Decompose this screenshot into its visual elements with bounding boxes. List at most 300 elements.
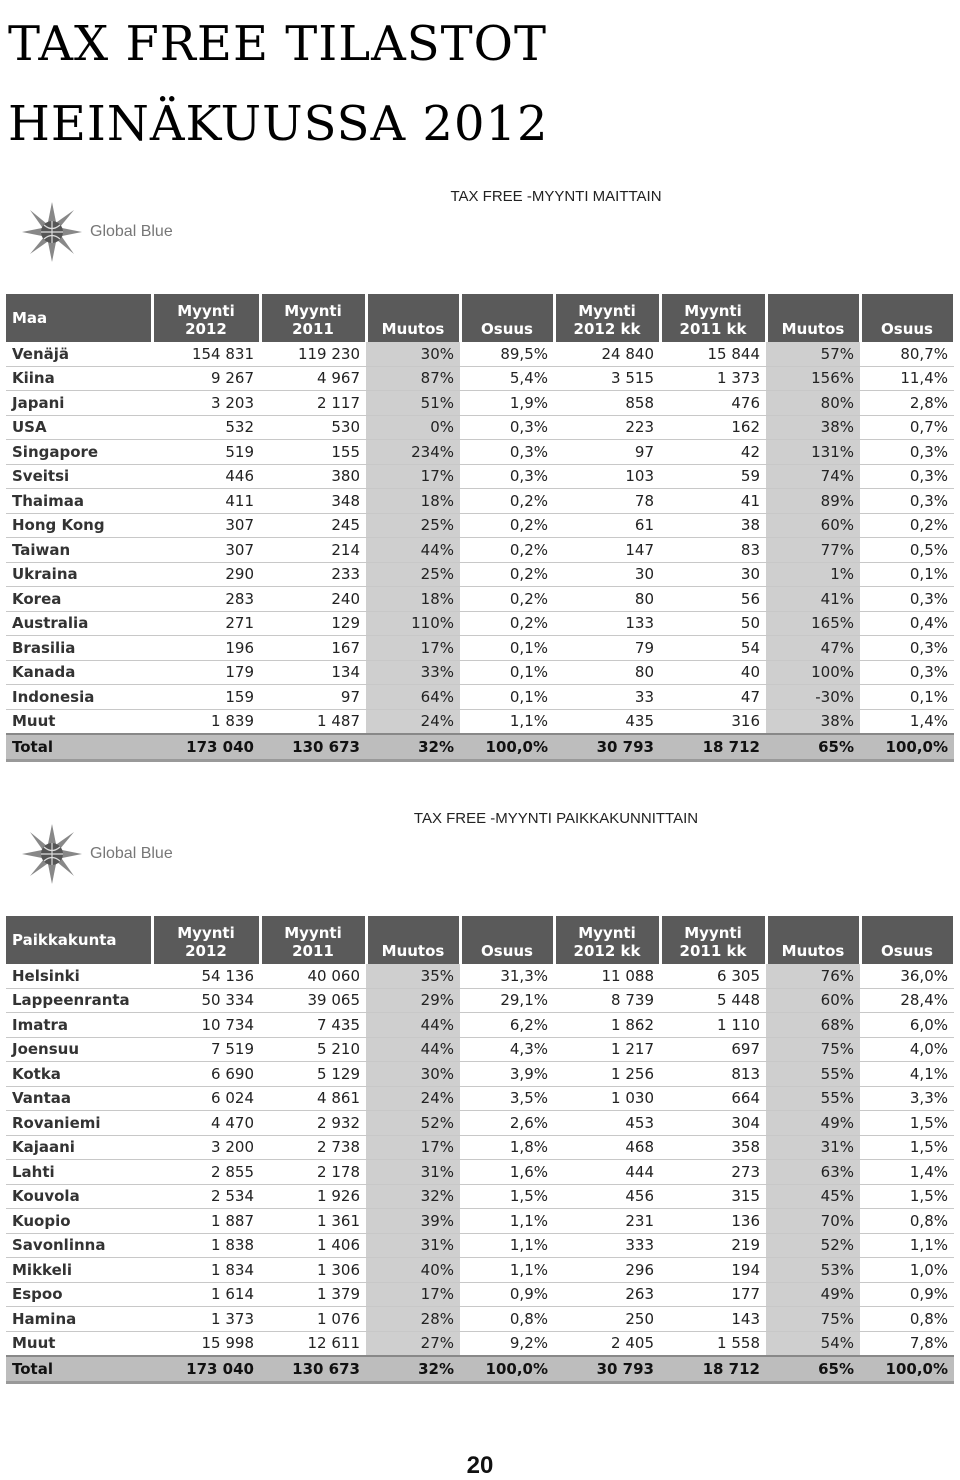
table-cell: 2 178 (260, 1160, 366, 1185)
table-cell: 17% (366, 1135, 460, 1160)
table-cell: 30 793 (554, 1356, 660, 1382)
table-cell: 271 (152, 611, 260, 636)
table-cell: 4,3% (460, 1037, 554, 1062)
row-label: Muut (6, 709, 152, 734)
table-row (6, 1282, 954, 1307)
table-cell: 304 (660, 1111, 766, 1136)
table-cell: 44% (366, 1013, 460, 1038)
table-cell: 1 373 (152, 1307, 260, 1332)
table-cell: 80% (766, 391, 860, 416)
column-header: Muutos (766, 294, 860, 342)
table-cell: 18 712 (660, 1356, 766, 1382)
table-cell: 119 230 (260, 342, 366, 366)
column-header: Maa (6, 294, 152, 342)
table-cell: 59 (660, 464, 766, 489)
table-cell: 0% (366, 415, 460, 440)
table-cell: 110% (366, 611, 460, 636)
table-cell: 31% (366, 1233, 460, 1258)
logo-text: Global Blue (90, 845, 173, 862)
table-cell: 40 060 (260, 964, 366, 988)
table-cell: 79 (554, 636, 660, 661)
column-header: Osuus (460, 916, 554, 964)
column-header: Myynti 2012 (152, 294, 260, 342)
table-cell: 2 405 (554, 1331, 660, 1356)
row-label: USA (6, 415, 152, 440)
row-label: Kotka (6, 1062, 152, 1087)
table-row (6, 1111, 954, 1136)
table-cell: 6 024 (152, 1086, 260, 1111)
table-row (6, 415, 954, 440)
row-label: Taiwan (6, 538, 152, 563)
table-cell: 18% (366, 587, 460, 612)
globe-logo-icon (20, 200, 84, 264)
table-cell: 1% (766, 562, 860, 587)
table-cell: 530 (260, 415, 366, 440)
table-cell: 30 (660, 562, 766, 587)
table-cell: 1 834 (152, 1258, 260, 1283)
table-cell: 3,5% (460, 1086, 554, 1111)
row-label: Sveitsi (6, 464, 152, 489)
row-label: Rovaniemi (6, 1111, 152, 1136)
country-sales-table (6, 294, 956, 762)
table-cell: 4 861 (260, 1086, 366, 1111)
table-cell: 2 932 (260, 1111, 366, 1136)
table-cell: 28% (366, 1307, 460, 1332)
table-cell: 0,9% (860, 1282, 954, 1307)
table-row (6, 1258, 954, 1283)
table-cell: 130 673 (260, 1356, 366, 1382)
table-cell: 4 470 (152, 1111, 260, 1136)
table-cell: 89,5% (460, 342, 554, 366)
column-header: Myynti 2012 (152, 916, 260, 964)
table-cell: 446 (152, 464, 260, 489)
table-cell: -30% (766, 685, 860, 710)
table-cell: 7 519 (152, 1037, 260, 1062)
table-cell: 50 (660, 611, 766, 636)
table-cell: 47% (766, 636, 860, 661)
table-cell: 0,3% (860, 636, 954, 661)
row-label: Australia (6, 611, 152, 636)
table-cell: 1,1% (460, 1209, 554, 1234)
table-cell: 154 831 (152, 342, 260, 366)
table-cell: 858 (554, 391, 660, 416)
table-cell: 214 (260, 538, 366, 563)
row-label: Japani (6, 391, 152, 416)
table-cell: 196 (152, 636, 260, 661)
table-cell: 68% (766, 1013, 860, 1038)
column-header: Osuus (460, 294, 554, 342)
column-header: Myynti 2011 kk (660, 294, 766, 342)
globe-logo-icon (20, 822, 84, 886)
row-label: Singapore (6, 440, 152, 465)
table-cell: 5,4% (460, 366, 554, 391)
table-cell: 60% (766, 513, 860, 538)
table-cell: 3,9% (460, 1062, 554, 1087)
table-cell: 1,5% (460, 1184, 554, 1209)
city-sales-table (6, 916, 956, 1384)
table-cell: 17% (366, 1282, 460, 1307)
table-cell: 55% (766, 1062, 860, 1087)
table-row (6, 538, 954, 563)
table-cell: 17% (366, 636, 460, 661)
table-cell: 35% (366, 964, 460, 988)
table-cell: 131% (766, 440, 860, 465)
table-cell: 1,1% (460, 709, 554, 734)
table-row (6, 1209, 954, 1234)
table-cell: 2 738 (260, 1135, 366, 1160)
table-cell: 52% (766, 1233, 860, 1258)
table-cell: 89% (766, 489, 860, 514)
table-cell: 9,2% (460, 1331, 554, 1356)
table-cell: 41% (766, 587, 860, 612)
table-cell: 47 (660, 685, 766, 710)
table-cell: 147 (554, 538, 660, 563)
table-cell: 240 (260, 587, 366, 612)
row-label: Kanada (6, 660, 152, 685)
table-cell: 129 (260, 611, 366, 636)
row-label: Hong Kong (6, 513, 152, 538)
table-cell: 97 (260, 685, 366, 710)
table-cell: 52% (366, 1111, 460, 1136)
table-cell: 1 256 (554, 1062, 660, 1087)
table-cell: 155 (260, 440, 366, 465)
row-label: Joensuu (6, 1037, 152, 1062)
row-label: Ukraina (6, 562, 152, 587)
column-header: Muutos (766, 916, 860, 964)
table-cell: 40 (660, 660, 766, 685)
table-cell: 1,8% (460, 1135, 554, 1160)
table-cell: 2 117 (260, 391, 366, 416)
table-cell: 100% (766, 660, 860, 685)
table-cell: 136 (660, 1209, 766, 1234)
table-cell: 38% (766, 415, 860, 440)
row-label: Kiina (6, 366, 152, 391)
table-row (6, 1086, 954, 1111)
table-row (6, 611, 954, 636)
table-cell: 32% (366, 734, 460, 760)
row-label: Thaimaa (6, 489, 152, 514)
table-cell: 411 (152, 489, 260, 514)
table-cell: 10 734 (152, 1013, 260, 1038)
table-cell: 50 334 (152, 988, 260, 1013)
table-cell: 444 (554, 1160, 660, 1185)
global-blue-logo (20, 822, 200, 886)
row-label: Venäjä (6, 342, 152, 366)
table-cell: 64% (366, 685, 460, 710)
table-cell: 30 793 (554, 734, 660, 760)
table-cell: 134 (260, 660, 366, 685)
row-label: Hamina (6, 1307, 152, 1332)
table-cell: 42 (660, 440, 766, 465)
table-cell: 4,0% (860, 1037, 954, 1062)
table-cell: 307 (152, 513, 260, 538)
table-cell: 3 203 (152, 391, 260, 416)
table-cell: 263 (554, 1282, 660, 1307)
row-label: Muut (6, 1331, 152, 1356)
table-cell: 0,2% (460, 611, 554, 636)
table-row (6, 366, 954, 391)
row-label: Imatra (6, 1013, 152, 1038)
table-cell: 435 (554, 709, 660, 734)
table-row (6, 489, 954, 514)
table-cell: 0,3% (860, 464, 954, 489)
table-row (6, 513, 954, 538)
table-cell: 103 (554, 464, 660, 489)
table-cell: 0,1% (460, 636, 554, 661)
table-cell: 0,2% (460, 562, 554, 587)
table-cell: 7 435 (260, 1013, 366, 1038)
table-cell: 55% (766, 1086, 860, 1111)
table-cell: 63% (766, 1160, 860, 1185)
table-row (6, 709, 954, 734)
table-cell: 219 (660, 1233, 766, 1258)
table-cell: 100,0% (460, 734, 554, 760)
table-cell: 532 (152, 415, 260, 440)
table-cell: 33% (366, 660, 460, 685)
table-row (6, 964, 954, 988)
table-cell: 1 926 (260, 1184, 366, 1209)
table-cell: 80,7% (860, 342, 954, 366)
table-cell: 0,2% (460, 538, 554, 563)
table-cell: 27% (366, 1331, 460, 1356)
table-cell: 165% (766, 611, 860, 636)
column-header: Myynti 2011 (260, 916, 366, 964)
table-cell: 0,3% (860, 489, 954, 514)
table-cell: 15 998 (152, 1331, 260, 1356)
table-cell: 245 (260, 513, 366, 538)
table-cell: 519 (152, 440, 260, 465)
table-row (6, 988, 954, 1013)
table-cell: 1 862 (554, 1013, 660, 1038)
table-cell: 29% (366, 988, 460, 1013)
column-header: Myynti 2011 (260, 294, 366, 342)
total-row (6, 734, 954, 760)
table-cell: 1,0% (860, 1258, 954, 1283)
table-cell: 39% (366, 1209, 460, 1234)
table-cell: 75% (766, 1307, 860, 1332)
table-cell: 31,3% (460, 964, 554, 988)
table-cell: 80 (554, 587, 660, 612)
total-row (6, 1356, 954, 1382)
table-cell: 2,8% (860, 391, 954, 416)
table-cell: 1,6% (460, 1160, 554, 1185)
table-cell: 4,1% (860, 1062, 954, 1087)
table-cell: 9 267 (152, 366, 260, 391)
column-header: Myynti 2012 kk (554, 294, 660, 342)
row-label: Vantaa (6, 1086, 152, 1111)
table-cell: 97 (554, 440, 660, 465)
table-cell: 30% (366, 342, 460, 366)
row-label: Korea (6, 587, 152, 612)
table-row (6, 1307, 954, 1332)
table-cell: 2 855 (152, 1160, 260, 1185)
table-row (6, 1062, 954, 1087)
table-cell: 0,2% (460, 489, 554, 514)
table-cell: 348 (260, 489, 366, 514)
table-cell: 468 (554, 1135, 660, 1160)
table-cell: 33 (554, 685, 660, 710)
table-cell: 1,4% (860, 1160, 954, 1185)
table-cell: 1 887 (152, 1209, 260, 1234)
table-row (6, 1233, 954, 1258)
table-cell: 162 (660, 415, 766, 440)
table-cell: 100,0% (860, 734, 954, 760)
table-cell: 234% (366, 440, 460, 465)
section-title: TAX FREE -MYYNTI PAIKKAKUNNITTAIN (413, 810, 699, 827)
table-cell: 78 (554, 489, 660, 514)
table-cell: 1 076 (260, 1307, 366, 1332)
table-cell: 3 515 (554, 366, 660, 391)
table-cell: 32% (366, 1184, 460, 1209)
table-cell: 1,1% (460, 1233, 554, 1258)
table-cell: 24% (366, 1086, 460, 1111)
table-cell: 77% (766, 538, 860, 563)
table-cell: 233 (260, 562, 366, 587)
table-cell: 1 373 (660, 366, 766, 391)
section-title: TAX FREE -MYYNTI MAITTAIN (450, 188, 662, 205)
table-cell: 65% (766, 734, 860, 760)
table-row (6, 1331, 954, 1356)
row-label: Lahti (6, 1160, 152, 1185)
table-cell: 6,2% (460, 1013, 554, 1038)
table-cell: 380 (260, 464, 366, 489)
column-header: Osuus (860, 294, 954, 342)
table-cell: 75% (766, 1037, 860, 1062)
table-cell: 18 712 (660, 734, 766, 760)
table-cell: 194 (660, 1258, 766, 1283)
column-header: Muutos (366, 294, 460, 342)
table-cell: 1 406 (260, 1233, 366, 1258)
table-cell: 1 030 (554, 1086, 660, 1111)
table-cell: 1,9% (460, 391, 554, 416)
table-cell: 283 (152, 587, 260, 612)
table-cell: 25% (366, 562, 460, 587)
table-row (6, 342, 954, 366)
table-cell: 6,0% (860, 1013, 954, 1038)
table-cell: 456 (554, 1184, 660, 1209)
table-cell: 1 558 (660, 1331, 766, 1356)
table-cell: 1 110 (660, 1013, 766, 1038)
table-cell: 130 673 (260, 734, 366, 760)
table-cell: 159 (152, 685, 260, 710)
table-cell: 1 487 (260, 709, 366, 734)
table-cell: 40% (366, 1258, 460, 1283)
table-cell: 17% (366, 464, 460, 489)
table-cell: 0,3% (460, 464, 554, 489)
table-cell: 1 217 (554, 1037, 660, 1062)
table-row (6, 660, 954, 685)
table-cell: 70% (766, 1209, 860, 1234)
table-cell: 25% (366, 513, 460, 538)
table-cell: 315 (660, 1184, 766, 1209)
table-cell: 29,1% (460, 988, 554, 1013)
table-cell: 476 (660, 391, 766, 416)
column-header: Myynti 2012 kk (554, 916, 660, 964)
table-cell: 133 (554, 611, 660, 636)
table-cell: 44% (366, 538, 460, 563)
table-cell: 56 (660, 587, 766, 612)
table-cell: 296 (554, 1258, 660, 1283)
table-cell: 231 (554, 1209, 660, 1234)
table-cell: 54 (660, 636, 766, 661)
row-label: Savonlinna (6, 1233, 152, 1258)
table-cell: 31% (766, 1135, 860, 1160)
row-label: Kajaani (6, 1135, 152, 1160)
table-cell: 32% (366, 1356, 460, 1382)
table-row (6, 685, 954, 710)
table-cell: 2,6% (460, 1111, 554, 1136)
table-row (6, 1184, 954, 1209)
table-cell: 24 840 (554, 342, 660, 366)
table-cell: 1 838 (152, 1233, 260, 1258)
table-cell: 80 (554, 660, 660, 685)
table-cell: 65% (766, 1356, 860, 1382)
table-cell: 0,4% (860, 611, 954, 636)
table-cell: 5 210 (260, 1037, 366, 1062)
table-cell: 3 200 (152, 1135, 260, 1160)
table-cell: 7,8% (860, 1331, 954, 1356)
table-cell: 143 (660, 1307, 766, 1332)
table-cell: 2 534 (152, 1184, 260, 1209)
table-cell: 316 (660, 709, 766, 734)
row-label: Kuopio (6, 1209, 152, 1234)
table-cell: 0,1% (460, 685, 554, 710)
table-row (6, 1160, 954, 1185)
table-cell: 333 (554, 1233, 660, 1258)
table-cell: 76% (766, 964, 860, 988)
table-cell: 3,3% (860, 1086, 954, 1111)
table-cell: 11 088 (554, 964, 660, 988)
table-cell: 173 040 (152, 734, 260, 760)
table-row (6, 587, 954, 612)
table-cell: 179 (152, 660, 260, 685)
table-cell: 167 (260, 636, 366, 661)
table-cell: 1 839 (152, 709, 260, 734)
table-cell: 0,3% (860, 660, 954, 685)
table-cell: 57% (766, 342, 860, 366)
row-label: Helsinki (6, 964, 152, 988)
table-cell: 0,3% (860, 587, 954, 612)
table-cell: 87% (366, 366, 460, 391)
table-row (6, 1037, 954, 1062)
table-cell: 0,1% (860, 562, 954, 587)
row-label: Indonesia (6, 685, 152, 710)
table-cell: 1 306 (260, 1258, 366, 1283)
table-cell: 41 (660, 489, 766, 514)
table-cell: 290 (152, 562, 260, 587)
table-cell: 49% (766, 1282, 860, 1307)
table-cell: 1,5% (860, 1184, 954, 1209)
table-cell: 49% (766, 1111, 860, 1136)
table-cell: 5 448 (660, 988, 766, 1013)
row-label: Mikkeli (6, 1258, 152, 1283)
table-cell: 0,7% (860, 415, 954, 440)
table-cell: 39 065 (260, 988, 366, 1013)
table-cell: 0,9% (460, 1282, 554, 1307)
column-header: Osuus (860, 916, 954, 964)
table-cell: 74% (766, 464, 860, 489)
table-header-row (6, 916, 954, 964)
table-cell: 1 379 (260, 1282, 366, 1307)
table-cell: 1,1% (860, 1233, 954, 1258)
table-cell: 45% (766, 1184, 860, 1209)
table-row (6, 1013, 954, 1038)
table-cell: 664 (660, 1086, 766, 1111)
row-label: Kouvola (6, 1184, 152, 1209)
table-cell: 83 (660, 538, 766, 563)
row-label: Lappeenranta (6, 988, 152, 1013)
table-cell: 0,5% (860, 538, 954, 563)
